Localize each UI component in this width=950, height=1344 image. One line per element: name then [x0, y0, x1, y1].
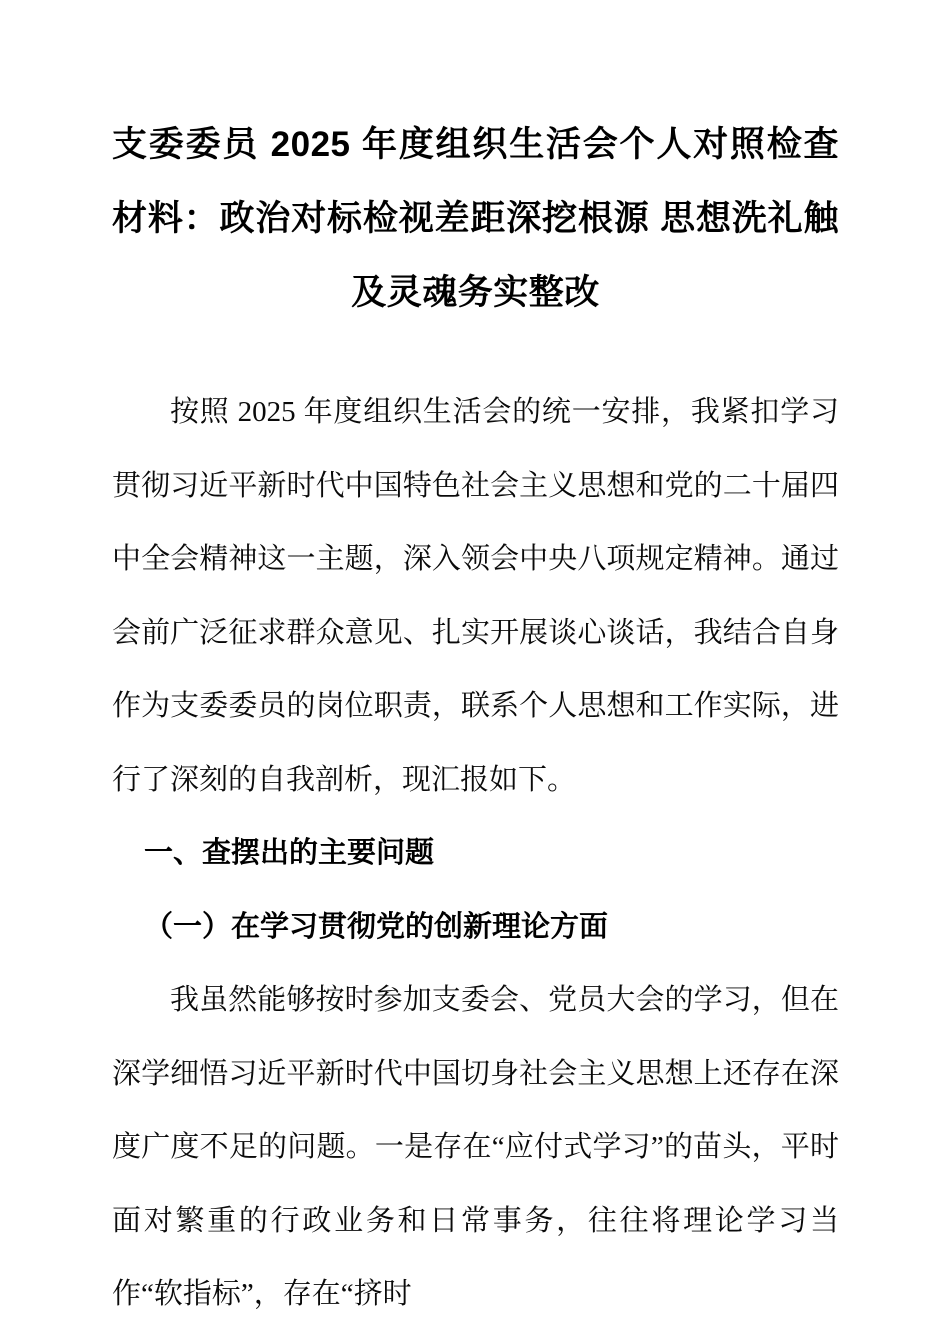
subsection-heading-one: （一）在学习贯彻党的创新理论方面	[144, 910, 609, 943]
section-heading-one: 一、查摆出的主要问题	[144, 837, 435, 869]
subsection-one-paragraph: 我虽然能够按时参加支委会、党员大会的学习，但在深学细悟习近平新时代中国切身社会主义思想上还存在深度广度不足的问题。一是存在“应付式学习”的苗头，平时面对繁重的行政业务和日常事务，往往将理论学习当作“软指标”，存在“挤时	[112, 984, 839, 1310]
intro-paragraph: 按照 2025 年度组织生活会的统一安排，我紧扣学习贯彻习近平新时代中国特色社会主义思想和党的二十届四中全会精神这一主题，深入领会中央八项规定精神。通过会前广泛征求群众意见、扎实开展谈心谈话，我结合自身作为支委委员的岗位职责，联系个人思想和工作实际，进行了深刻的自我剖析，现汇报如下。	[112, 396, 839, 796]
page-title: 支委委员 2025 年度组织生活会个人对照检查材料：政治对标检视差距深挖根源 思想洗礼触及灵魂务实整改	[112, 125, 839, 312]
document-body	[112, 0, 839, 1332]
